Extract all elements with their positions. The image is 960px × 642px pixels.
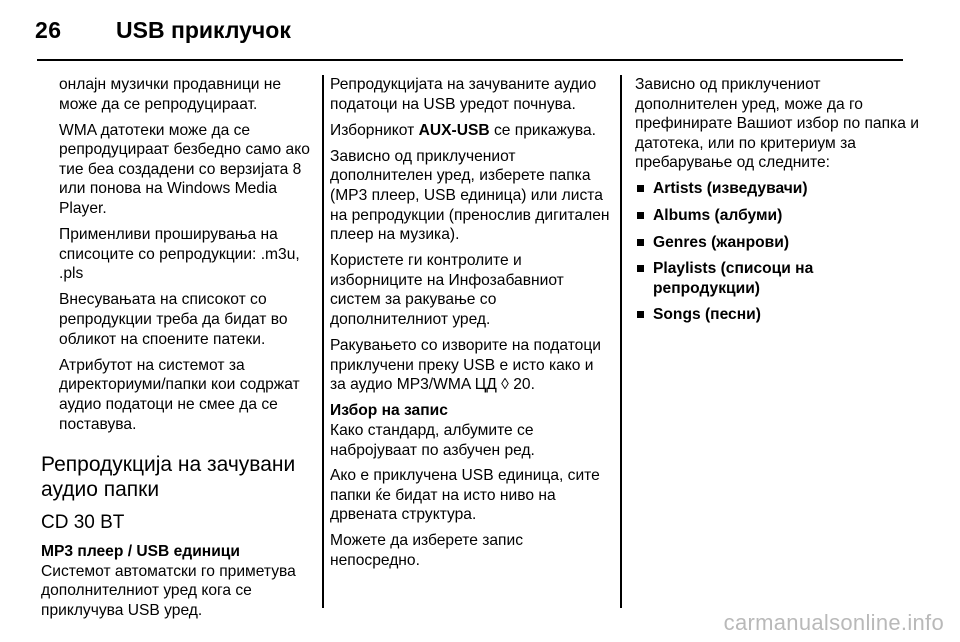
page-reference-icon: ◊	[501, 376, 509, 394]
paragraph: Како стандард, албумите се набројуваат по азбучен ред.	[330, 422, 535, 459]
paragraph: Користете ги контролите и изборниците на Инфозабавниот систем за ракување со дополнителниот уред.	[330, 252, 564, 329]
column-1	[41, 75, 311, 620]
bullet-icon	[637, 311, 644, 318]
list-item	[635, 259, 920, 298]
list-item	[635, 233, 920, 253]
section-heading: Репродукција на зачувани аудио папки	[41, 453, 296, 502]
column-3	[635, 75, 920, 332]
sub-sub-heading: MP3 плеер / USB единици	[41, 543, 240, 561]
page-reference: 20.	[513, 376, 535, 394]
paragraph: Зависно од приклучениот дополнителен уред, може да го префинирате Вашиот избор по папка и датотека, или по критериум за пребарување од следните:	[635, 76, 919, 172]
paragraph: Ако е приклучена USB единица, сите папки ќе бидат на исто ниво на дрвената структура.	[330, 467, 600, 524]
paragraph: Атрибутот на системот за директориуми/папки кои содржат аудио податоци не смее да се поставува.	[59, 356, 300, 433]
paragraph	[330, 121, 610, 141]
sub-sub-heading: Избор на запис	[330, 402, 448, 420]
column-2	[330, 75, 610, 577]
bullet-icon	[637, 212, 644, 219]
paragraph: Репродукцијата на зачуваните аудио податоци на USB уредот почнува.	[330, 76, 597, 113]
paragraph: онлајн музички продавници не може да се репродуцираат.	[59, 76, 282, 113]
watermark: carmanualsonline.info	[723, 610, 944, 635]
header-rule	[37, 59, 903, 61]
bullet-icon	[637, 185, 644, 192]
column-divider	[322, 75, 324, 608]
list-item-label: Songs (песни)	[653, 306, 761, 324]
list-item	[635, 305, 920, 325]
sub-heading: CD 30 BT	[41, 512, 125, 534]
list-item-label: Genres (жанрови)	[653, 233, 790, 251]
list-item	[635, 206, 920, 226]
list-item-label: Albums (албуми)	[653, 207, 783, 225]
paragraph: WMA датотеки може да се репродуцираат безбедно само ако тие беа создадени со верзијата 8 или понова на Windows Media Player.	[59, 121, 310, 218]
text-span: Изборникот	[330, 121, 419, 139]
list-item-label: Playlists (списоци на репродукции)	[653, 260, 814, 297]
column-divider	[620, 75, 622, 608]
bullet-icon	[637, 239, 644, 246]
list-item-label: Artists (изведувачи)	[653, 180, 808, 198]
paragraph: Можете да изберете запис непосредно.	[330, 532, 524, 570]
page-title: USB приклучок	[116, 17, 291, 43]
paragraph: Системот автоматски го приметува дополнителниот уред кога се приклучува USB уред.	[41, 562, 296, 619]
page-number: 26	[35, 17, 62, 43]
bullet-list	[635, 179, 920, 325]
bullet-icon	[637, 265, 644, 272]
paragraph: Внесувањата на списокот со репродукции треба да бидат во обликот на споените патеки.	[59, 291, 288, 348]
text-span: се прикажува.	[489, 121, 596, 139]
list-item	[635, 179, 920, 199]
paragraph	[330, 336, 610, 395]
menu-name: AUX-USB	[418, 121, 490, 139]
paragraph: Зависно од приклучениот дополнителен уред, изберете папка (MP3 плеер, USB единица) или листа на репродукции (пренослив дигитален плеер на музика).	[330, 147, 610, 244]
text-span: Ракувањето со изворите на податоци приклучени преку USB е исто како и за аудио MP3/WMA ЦД	[330, 337, 602, 394]
paragraph: Применливи проширувања на списоците со репродукции: .m3u, .pls	[59, 226, 300, 283]
